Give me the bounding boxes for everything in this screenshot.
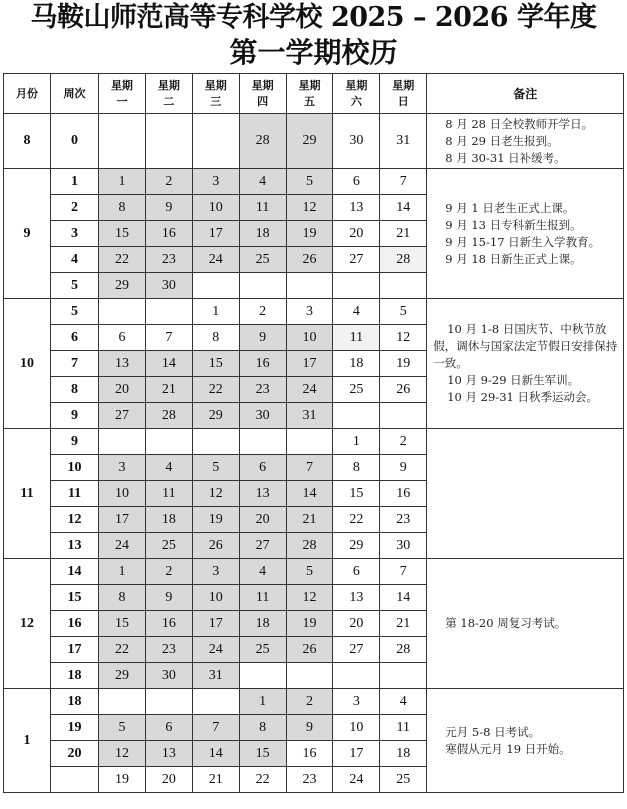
table-row — [4, 299, 624, 325]
day-cell: 8 — [333, 455, 380, 481]
month-cell: 10 — [4, 299, 51, 429]
day-cell: 14 — [192, 741, 239, 767]
day-cell: 15 — [239, 741, 286, 767]
day-cell: 9 — [145, 195, 192, 221]
day-cell — [99, 299, 146, 325]
day-cell: 17 — [333, 741, 380, 767]
day-cell — [192, 273, 239, 299]
day-cell: 9 — [145, 585, 192, 611]
day-cell: 10 — [333, 715, 380, 741]
day-cell: 23 — [145, 247, 192, 273]
day-cell: 3 — [333, 689, 380, 715]
week-number-cell: 8 — [51, 377, 99, 403]
day-cell: 15 — [333, 481, 380, 507]
day-cell: 5 — [99, 715, 146, 741]
day-cell: 18 — [333, 351, 380, 377]
header-notes: 备注 — [427, 74, 624, 114]
day-cell: 10 — [99, 481, 146, 507]
day-cell: 3 — [192, 559, 239, 585]
day-cell: 5 — [286, 559, 333, 585]
day-cell: 7 — [192, 715, 239, 741]
day-cell: 28 — [380, 247, 427, 273]
week-number-cell: 9 — [51, 403, 99, 429]
table-row — [4, 689, 624, 715]
day-cell: 23 — [380, 507, 427, 533]
header-wed: 星期 三 — [192, 74, 239, 114]
day-cell: 24 — [286, 377, 333, 403]
day-cell: 12 — [286, 195, 333, 221]
day-cell: 28 — [380, 637, 427, 663]
day-cell: 18 — [239, 611, 286, 637]
day-cell — [145, 114, 192, 169]
week-number-cell: 18 — [51, 689, 99, 715]
day-cell: 2 — [145, 169, 192, 195]
day-cell — [99, 114, 146, 169]
week-number-cell: 6 — [51, 325, 99, 351]
notes-cell — [427, 299, 624, 429]
day-cell: 15 — [192, 351, 239, 377]
school-calendar-table — [3, 73, 624, 793]
day-cell: 16 — [145, 221, 192, 247]
note-line: 寒假从元月 19 日开始。 — [445, 741, 571, 756]
note-line: 第 18-20 周复习考试。 — [445, 616, 567, 630]
day-cell: 6 — [145, 715, 192, 741]
week-number-cell: 13 — [51, 533, 99, 559]
week-number-cell: 4 — [51, 247, 99, 273]
day-cell: 19 — [99, 767, 146, 793]
day-cell: 15 — [99, 221, 146, 247]
day-cell — [192, 114, 239, 169]
day-cell: 29 — [286, 114, 333, 169]
header-tue: 星期 二 — [145, 74, 192, 114]
notes-cell — [427, 169, 624, 299]
day-cell: 12 — [380, 325, 427, 351]
day-cell: 27 — [99, 403, 146, 429]
day-cell — [333, 403, 380, 429]
day-cell: 1 — [239, 689, 286, 715]
day-cell: 5 — [192, 455, 239, 481]
day-cell: 24 — [192, 637, 239, 663]
header-fri: 星期 五 — [286, 74, 333, 114]
day-cell: 4 — [380, 689, 427, 715]
day-cell: 20 — [239, 507, 286, 533]
header-row — [4, 74, 624, 114]
week-number-cell: 7 — [51, 351, 99, 377]
calendar-body — [4, 114, 624, 793]
document-subtitle: 第一学期校历 — [229, 36, 398, 69]
day-cell: 18 — [239, 221, 286, 247]
day-cell: 8 — [192, 325, 239, 351]
day-cell — [333, 663, 380, 689]
day-cell: 6 — [333, 559, 380, 585]
day-cell — [192, 689, 239, 715]
day-cell: 29 — [192, 403, 239, 429]
day-cell: 11 — [145, 481, 192, 507]
day-cell: 7 — [145, 325, 192, 351]
day-cell — [239, 429, 286, 455]
day-cell: 25 — [239, 247, 286, 273]
month-cell: 11 — [4, 429, 51, 559]
day-cell: 6 — [239, 455, 286, 481]
day-cell: 24 — [192, 247, 239, 273]
week-number-cell: 0 — [51, 114, 99, 169]
day-cell: 16 — [380, 481, 427, 507]
week-number-cell: 15 — [51, 585, 99, 611]
day-cell: 1 — [99, 559, 146, 585]
day-cell: 11 — [239, 195, 286, 221]
day-cell — [145, 299, 192, 325]
day-cell: 16 — [239, 351, 286, 377]
day-cell — [380, 273, 427, 299]
note-line: 8 月 28 日全校教师开学日。 — [445, 116, 594, 131]
notes-cell — [427, 559, 624, 689]
day-cell: 20 — [145, 767, 192, 793]
day-cell: 14 — [286, 481, 333, 507]
day-cell: 30 — [145, 663, 192, 689]
day-cell: 26 — [286, 247, 333, 273]
day-cell: 7 — [380, 169, 427, 195]
week-number-cell: 19 — [51, 715, 99, 741]
day-cell: 3 — [286, 299, 333, 325]
day-cell: 12 — [286, 585, 333, 611]
day-cell: 14 — [380, 195, 427, 221]
note-line: 8 月 29 日老生报到。 — [445, 133, 559, 148]
week-number-cell: 5 — [51, 273, 99, 299]
day-cell: 3 — [99, 455, 146, 481]
day-cell: 29 — [333, 533, 380, 559]
week-number-cell: 10 — [51, 455, 99, 481]
day-cell: 14 — [380, 585, 427, 611]
table-row — [4, 429, 624, 455]
day-cell: 11 — [333, 325, 380, 351]
day-cell: 18 — [380, 741, 427, 767]
notes-cell — [427, 689, 624, 793]
day-cell: 21 — [192, 767, 239, 793]
day-cell: 27 — [239, 533, 286, 559]
day-cell: 16 — [286, 741, 333, 767]
notes-cell — [427, 429, 624, 559]
week-number-cell — [51, 767, 99, 793]
day-cell: 17 — [192, 611, 239, 637]
day-cell: 29 — [99, 663, 146, 689]
day-cell: 28 — [286, 533, 333, 559]
day-cell: 8 — [99, 585, 146, 611]
header-week: 周次 — [51, 74, 99, 114]
day-cell: 1 — [333, 429, 380, 455]
week-number-cell: 16 — [51, 611, 99, 637]
day-cell: 15 — [99, 611, 146, 637]
day-cell — [145, 689, 192, 715]
day-cell: 17 — [99, 507, 146, 533]
week-number-cell: 5 — [51, 299, 99, 325]
day-cell: 22 — [99, 637, 146, 663]
day-cell: 13 — [99, 351, 146, 377]
day-cell: 25 — [380, 767, 427, 793]
day-cell — [286, 273, 333, 299]
note-line: 8 月 30-31 日补缓考。 — [445, 150, 566, 165]
day-cell: 2 — [145, 559, 192, 585]
day-cell: 25 — [239, 637, 286, 663]
day-cell: 29 — [99, 273, 146, 299]
day-cell: 25 — [333, 377, 380, 403]
day-cell — [380, 403, 427, 429]
day-cell — [380, 663, 427, 689]
day-cell: 10 — [192, 585, 239, 611]
note-line: 9 月 1 日老生正式上课。 — [445, 200, 575, 215]
day-cell: 26 — [380, 377, 427, 403]
week-number-cell: 3 — [51, 221, 99, 247]
day-cell: 6 — [99, 325, 146, 351]
note-line: 9 月 15-17 日新生入学教育。 — [445, 234, 601, 249]
day-cell — [286, 429, 333, 455]
day-cell: 16 — [145, 611, 192, 637]
day-cell: 2 — [380, 429, 427, 455]
day-cell — [286, 663, 333, 689]
day-cell: 4 — [239, 169, 286, 195]
note-line: 10 月 29-31 日秋季运动会。 — [447, 390, 598, 404]
week-number-cell: 9 — [51, 429, 99, 455]
table-row — [4, 169, 624, 195]
table-row — [4, 114, 624, 169]
day-cell: 21 — [380, 221, 427, 247]
day-cell: 10 — [286, 325, 333, 351]
day-cell — [145, 429, 192, 455]
day-cell: 23 — [239, 377, 286, 403]
day-cell: 22 — [239, 767, 286, 793]
day-cell: 7 — [380, 559, 427, 585]
day-cell: 10 — [192, 195, 239, 221]
day-cell: 26 — [286, 637, 333, 663]
day-cell: 4 — [333, 299, 380, 325]
day-cell: 30 — [145, 273, 192, 299]
week-number-cell: 12 — [51, 507, 99, 533]
header-mon: 星期 一 — [99, 74, 146, 114]
day-cell: 28 — [145, 403, 192, 429]
day-cell: 26 — [192, 533, 239, 559]
day-cell: 1 — [99, 169, 146, 195]
month-cell: 12 — [4, 559, 51, 689]
month-cell: 8 — [4, 114, 51, 169]
day-cell: 13 — [333, 195, 380, 221]
day-cell: 20 — [99, 377, 146, 403]
week-number-cell: 11 — [51, 481, 99, 507]
day-cell: 11 — [380, 715, 427, 741]
day-cell — [239, 663, 286, 689]
header-thu: 星期 四 — [239, 74, 286, 114]
day-cell: 14 — [145, 351, 192, 377]
day-cell: 19 — [192, 507, 239, 533]
day-cell: 30 — [380, 533, 427, 559]
day-cell: 8 — [99, 195, 146, 221]
day-cell: 17 — [286, 351, 333, 377]
week-number-cell: 14 — [51, 559, 99, 585]
day-cell — [239, 273, 286, 299]
day-cell: 30 — [239, 403, 286, 429]
day-cell: 24 — [99, 533, 146, 559]
day-cell: 9 — [380, 455, 427, 481]
day-cell: 22 — [333, 507, 380, 533]
day-cell: 21 — [286, 507, 333, 533]
day-cell: 3 — [192, 169, 239, 195]
day-cell: 31 — [380, 114, 427, 169]
day-cell: 21 — [380, 611, 427, 637]
day-cell: 7 — [286, 455, 333, 481]
day-cell: 6 — [333, 169, 380, 195]
note-line: 10 月 1-8 日国庆节、中秋节放假，调休与国家法定节假日安排保持一致。 — [433, 322, 618, 370]
week-number-cell: 18 — [51, 663, 99, 689]
day-cell: 2 — [239, 299, 286, 325]
week-number-cell: 20 — [51, 741, 99, 767]
table-row — [4, 559, 624, 585]
day-cell: 23 — [145, 637, 192, 663]
note-line: 元月 5-8 日考试。 — [445, 724, 541, 739]
day-cell: 12 — [99, 741, 146, 767]
week-number-cell: 17 — [51, 637, 99, 663]
month-cell: 9 — [4, 169, 51, 299]
day-cell: 22 — [192, 377, 239, 403]
day-cell: 13 — [145, 741, 192, 767]
day-cell: 31 — [286, 403, 333, 429]
day-cell — [192, 429, 239, 455]
day-cell: 21 — [145, 377, 192, 403]
notes-cell — [427, 114, 624, 169]
day-cell: 9 — [239, 325, 286, 351]
day-cell: 5 — [286, 169, 333, 195]
day-cell — [99, 429, 146, 455]
day-cell: 5 — [380, 299, 427, 325]
day-cell: 23 — [286, 767, 333, 793]
header-sun: 星期 日 — [380, 74, 427, 114]
day-cell: 9 — [286, 715, 333, 741]
note-line: 9 月 13 日专科新生报到。 — [445, 217, 582, 232]
day-cell: 19 — [380, 351, 427, 377]
day-cell: 20 — [333, 221, 380, 247]
day-cell: 27 — [333, 637, 380, 663]
day-cell: 1 — [192, 299, 239, 325]
day-cell: 22 — [99, 247, 146, 273]
day-cell: 4 — [239, 559, 286, 585]
header-sat: 星期 六 — [333, 74, 380, 114]
day-cell: 4 — [145, 455, 192, 481]
day-cell: 17 — [192, 221, 239, 247]
day-cell: 13 — [239, 481, 286, 507]
day-cell: 13 — [333, 585, 380, 611]
day-cell: 12 — [192, 481, 239, 507]
day-cell: 25 — [145, 533, 192, 559]
day-cell: 11 — [239, 585, 286, 611]
note-line: 10 月 9-29 日新生军训。 — [447, 373, 580, 387]
note-line: 9 月 18 日新生正式上课。 — [445, 251, 582, 266]
day-cell — [99, 689, 146, 715]
header-month: 月份 — [4, 74, 51, 114]
day-cell: 18 — [145, 507, 192, 533]
week-number-cell: 1 — [51, 169, 99, 195]
day-cell: 24 — [333, 767, 380, 793]
day-cell — [333, 273, 380, 299]
day-cell: 19 — [286, 221, 333, 247]
day-cell: 8 — [239, 715, 286, 741]
day-cell: 2 — [286, 689, 333, 715]
document-title: 马鞍山师范高等专科学校 2025 – 2026 学年度 — [30, 2, 597, 33]
month-cell: 1 — [4, 689, 51, 793]
day-cell: 27 — [333, 247, 380, 273]
day-cell: 30 — [333, 114, 380, 169]
day-cell: 20 — [333, 611, 380, 637]
day-cell: 28 — [239, 114, 286, 169]
week-number-cell: 2 — [51, 195, 99, 221]
day-cell: 19 — [286, 611, 333, 637]
day-cell: 31 — [192, 663, 239, 689]
